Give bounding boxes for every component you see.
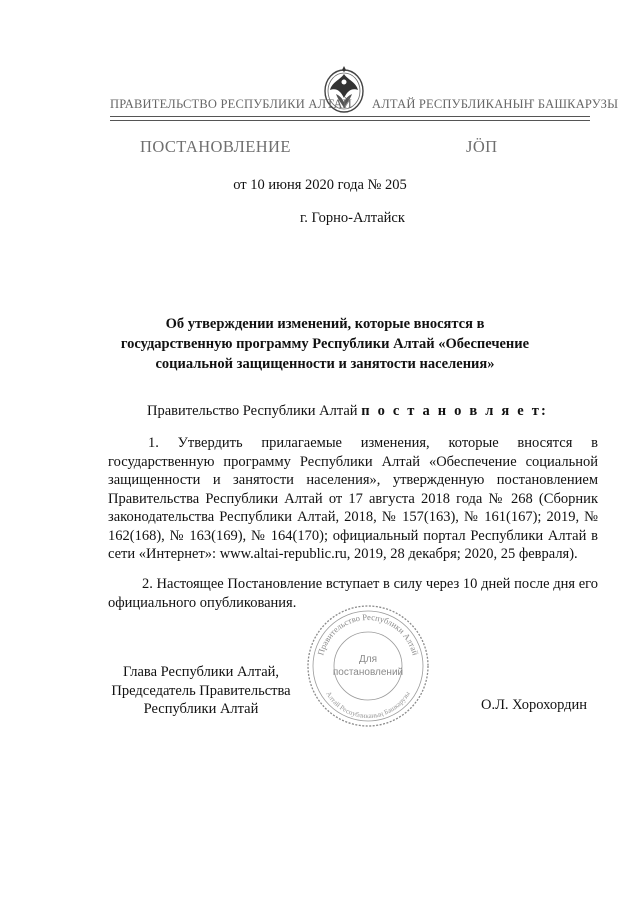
signatory-position [106,663,296,719]
city-line: г. Горно-Алтайск [300,210,405,226]
stamp-center-line1: Для [358,654,378,665]
official-stamp [306,604,430,728]
stamp-center-line2: постановлений [332,667,404,678]
doc-type-left: ПОСТАНОВЛЕНИЕ [140,137,291,156]
position-line: Республики Алтай [143,701,259,717]
header-rule-thin [110,120,590,121]
title-line: социальной защищенности и занятости населения» [155,356,495,372]
header-left-title: ПРАВИТЕЛЬСТВО РЕСПУБЛИКИ АЛТАЙ [110,97,352,111]
paragraph-2: 2. Настоящее Постановление вступает в силу через 10 дней после дня его официального опубликования. [108,576,598,611]
decree-subject: Правительство Республики Алтай [147,403,362,419]
stamp-ring-text: Правительство Республики Алтай [315,611,421,657]
position-line: Председатель Правительства [111,682,291,699]
decree-verb: п о с т а н о в л я е т: [361,403,549,419]
decree-line [147,403,548,420]
doc-type-right: ЈӦП [466,137,498,156]
paragraph-1: 1. Утвердить прилагаемые изменения, которые вносятся в государственную программу Республики Алтай «Обеспечение социальной защищенности и занятости населения», утвержденную постановлением Правительства Республики Алтай от 17 августа 2018 года № 268 (Сборник законодательства Республики Алтай, 2018, № 157(163), № 161(167); 2019, № 162(168), № 163(169), № 164(170); официальный портал Республики Алтай в сети «Интернет»: www.altai-republic.ru, 2019, 28 декабря; 2020, 25 февраля). [108,435,598,562]
date-line: от 10 июня 2020 года № 205 [233,177,407,193]
stamp-ring-text-bottom: Алтай Республиканың Башкарузы [324,690,412,721]
header-rule [110,116,590,117]
header-right-title: АЛТАЙ РЕСПУБЛИКАНЫҤ БАШКАРУЗЫ [372,97,619,111]
title-line: государственную программу Республики Алтай «Обеспечение [120,336,530,352]
position-line: Глава Республики Алтай, [122,664,280,680]
title-line: Об утверждении изменений, которые вносятся в [165,316,485,332]
document-title [110,314,540,374]
signatory-name: О.Л. Хорохордин [481,697,588,713]
